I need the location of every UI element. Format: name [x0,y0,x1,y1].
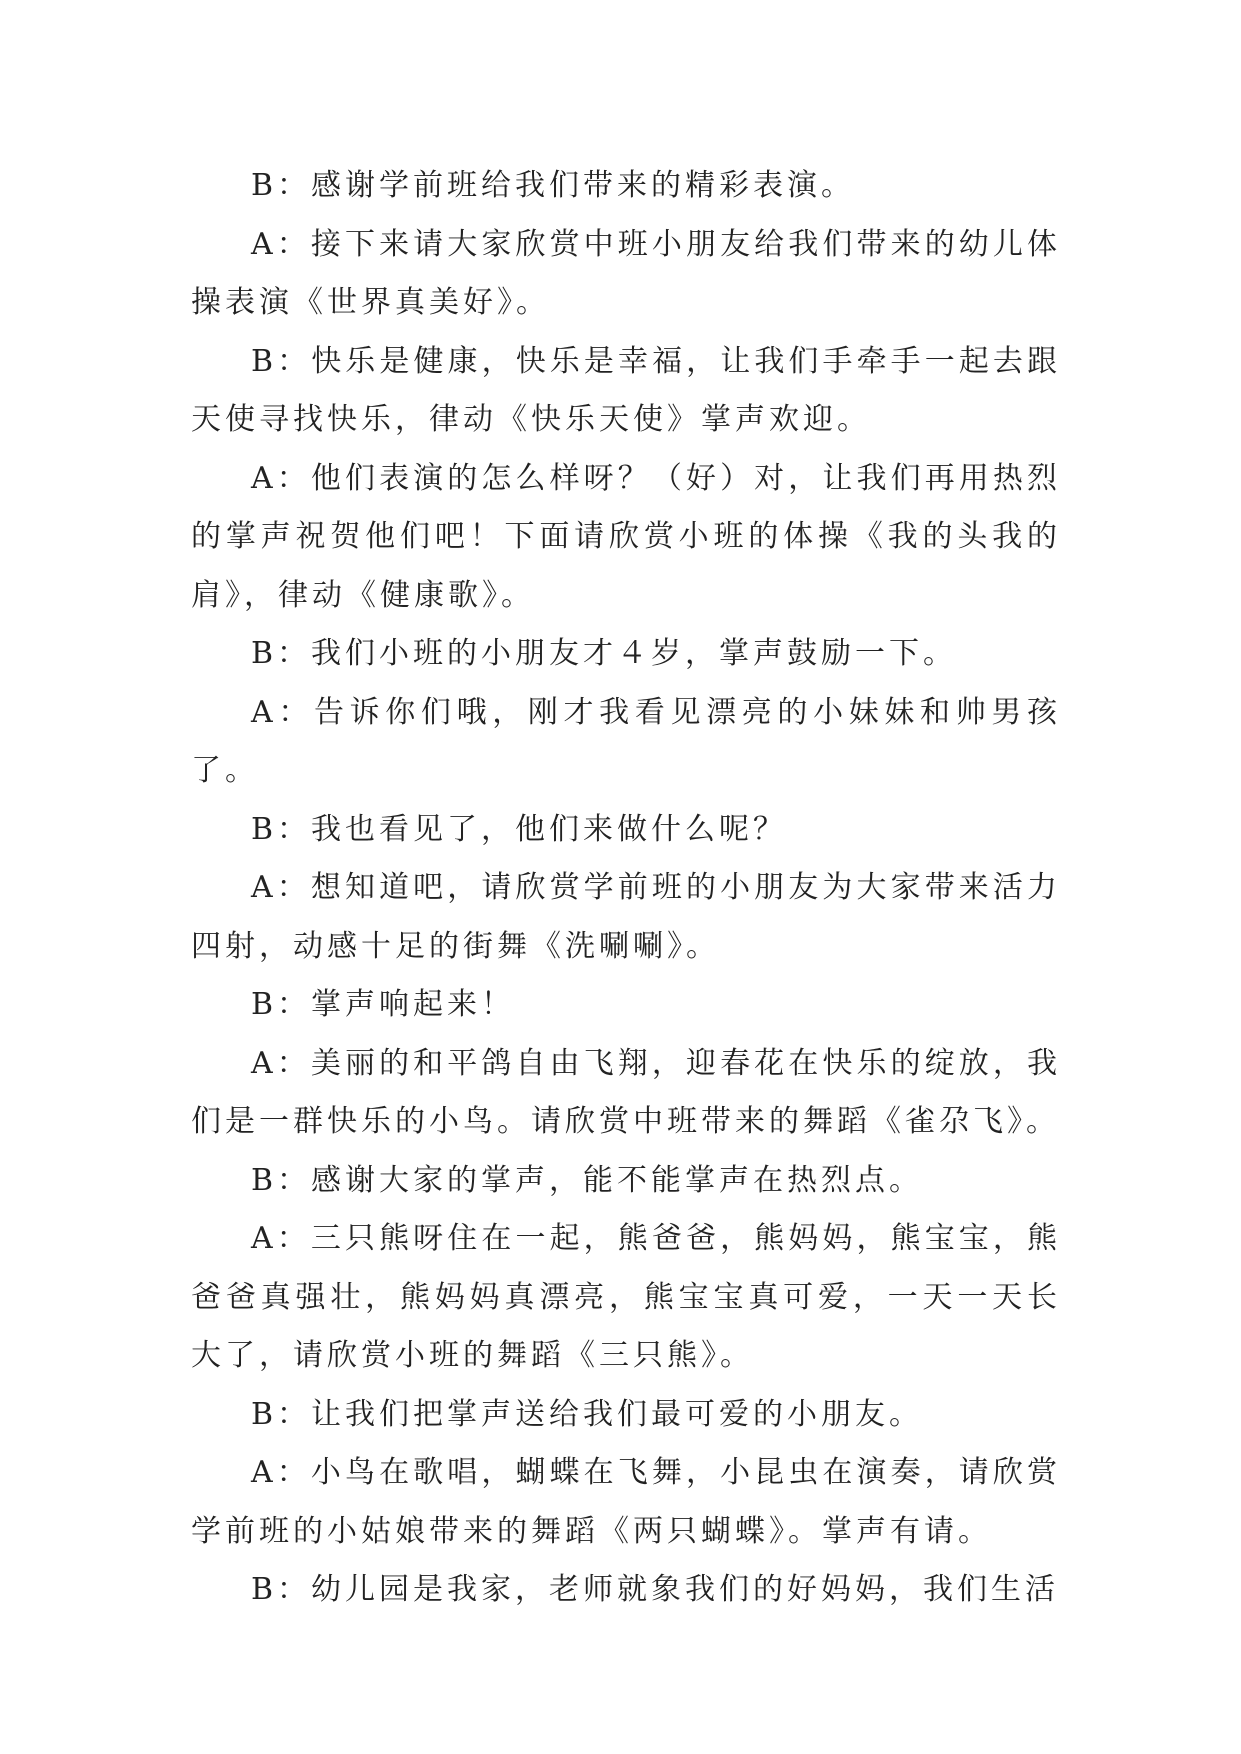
paragraph: B：我们小班的小朋友才４岁，掌声鼓励一下。 [251,636,958,671]
paragraph: A：美丽的和平鸽自由飞翔，迎春花在快乐的绽放，我们是一群快乐的小鸟。请欣赏中班带来的舞蹈《雀尕飞》。 [191,1045,1061,1139]
paragraph: B：感谢大家的掌声，能不能掌声在热烈点。 [251,1162,924,1198]
paragraph: A：想知道吧，请欣赏学前班的小朋友为大家带来活力四射，动感十足的街舞《洗唰唰》。 [191,870,1061,964]
paragraph: B：掌声响起来！ [251,987,516,1022]
paragraph: A：三只熊呀住在一起，熊爸爸，熊妈妈，熊宝宝，熊爸爸真强壮，熊妈妈真漂亮，熊宝宝真可爱，一天一天长大了，请欣赏小班的舞蹈《三只熊》。 [191,1221,1061,1373]
paragraph: B：幼儿园是我家，老师就象我们的好妈妈，我们生活 [251,1572,1060,1607]
paragraph: A：小鸟在歌唱，蝴蝶在飞舞，小昆虫在演奏，请欣赏学前班的小姑娘带来的舞蹈《两只蝴蝶》。掌声有请。 [191,1455,1061,1549]
document-body [191,157,1061,1620]
paragraph: B：快乐是健康，快乐是幸福，让我们手牵手一起去跟天使寻找快乐，律动《快乐天使》掌声欢迎。 [191,343,1061,437]
paragraph: B：我也看见了，他们来做什么呢？ [251,811,788,847]
paragraph: A：告诉你们哦，刚才我看见漂亮的小妹妹和帅男孩了。 [191,694,1061,788]
paragraph: A：接下来请大家欣赏中班小朋友给我们带来的幼儿体操表演《世界真美好》。 [191,226,1061,320]
paragraph: A：他们表演的怎么样呀？（好）对，让我们再用热烈的掌声祝贺他们吧！下面请欣赏小班的体操《我的头我的肩》，律动《健康歌》。 [191,460,1061,613]
paragraph: B：感谢学前班给我们带来的精彩表演。 [251,168,856,203]
paragraph: B：让我们把掌声送给我们最可爱的小朋友。 [251,1396,924,1432]
